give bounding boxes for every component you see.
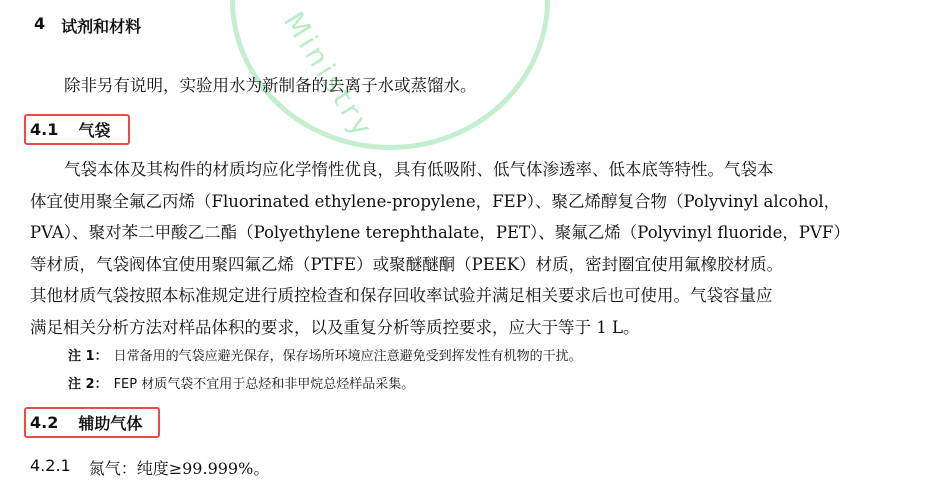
section-title: 气袋: [78, 121, 111, 140]
chapter-title: 试剂和材料: [61, 17, 142, 36]
note-text: 日常备用的气袋应避光保存，保存场所环境应注意避免受到挥发性有机物的干扰。: [113, 349, 582, 364]
note-text: FEP 材质气袋不宜用于总烃和非甲烷总烃样品采集。: [113, 377, 415, 392]
intro-paragraph: 除非另有说明，实验用水为新制备的去离子水或蒸馏水。: [64, 76, 477, 95]
subsection-4-2-1: [30, 456, 269, 479]
note-label: 注 2：: [68, 377, 108, 392]
paragraph-line: PVA）、聚对苯二甲酸乙二酯（Polyethylene terephthalate，PET）、聚氟乙烯（Polyvinyl fluoride，PVF）: [30, 223, 850, 242]
paragraph-line: 体宜使用聚全氟乙丙烯（Fluorinated ethylene-propylene，FEP）、聚乙烯醇复合物（Polyvinyl alcohol，: [30, 191, 841, 211]
section-number: 4.2: [30, 413, 59, 432]
note-2: [68, 373, 414, 392]
section-heading-4-1: [24, 114, 130, 145]
section-title: 辅助气体: [78, 414, 143, 433]
paragraph-line: 满足相关分析方法对样品体积的要求，以及重复分析等质控要求，应大于等于 1 L。: [30, 317, 640, 337]
gas-bag-paragraph: [30, 154, 920, 343]
note-label: 注 1：: [68, 349, 108, 364]
paragraph-line: 气袋本体及其构件的材质均应化学惰性优良，具有低吸附、低气体渗透率、低本底等特性。气袋本: [64, 160, 774, 179]
watermark-text: Ministry: [277, 6, 381, 145]
subsection-number: 4.2.1: [30, 456, 71, 475]
chapter-heading: [34, 14, 141, 37]
subsection-text: 氮气：纯度≥99.999%。: [88, 459, 270, 478]
note-1: [68, 345, 582, 364]
paragraph-line: 等材质，气袋阀体宜使用聚四氟乙烯（PTFE）或聚醚醚酮（PEEK）材质，密封圈宜使用氟橡胶材质。: [30, 254, 784, 274]
chapter-number: 4: [34, 14, 46, 33]
paragraph-line: 其他材质气袋按照本标准规定进行质控检查和保存回收率试验并满足相关要求后也可使用。气袋容量应: [30, 286, 773, 305]
section-number: 4.1: [30, 120, 59, 139]
section-heading-4-2: [24, 407, 160, 438]
